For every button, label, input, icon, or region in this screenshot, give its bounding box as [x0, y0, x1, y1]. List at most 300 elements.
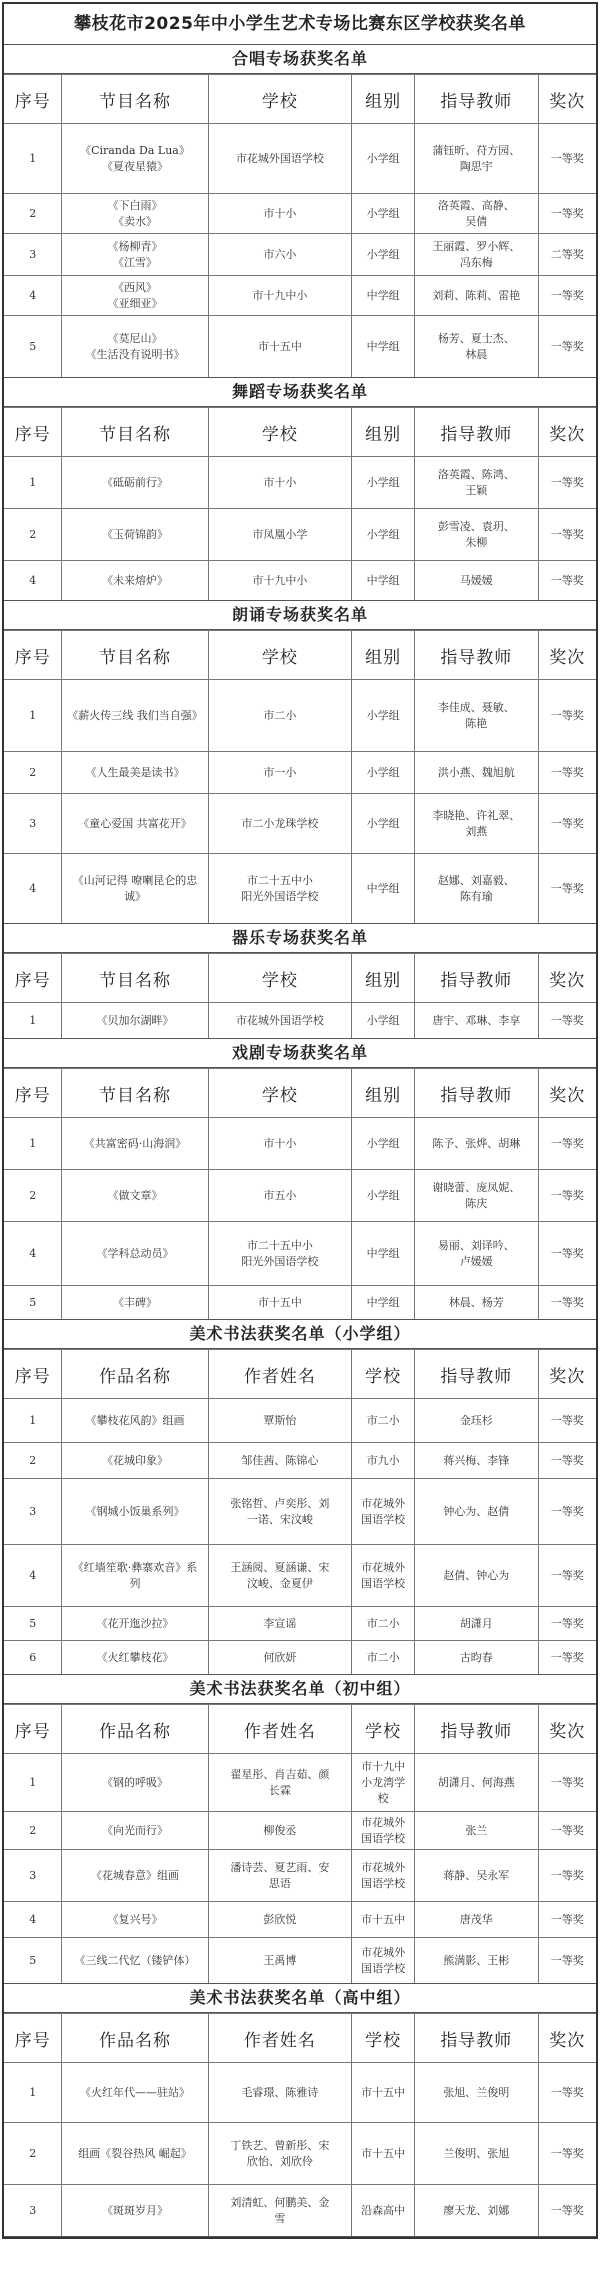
table-cell: 一等奖 [538, 1545, 596, 1607]
column-header: 作品名称 [62, 1350, 208, 1399]
table-cell: 兰俊明、张旭 [415, 2123, 538, 2185]
table-row [4, 1399, 596, 1443]
table-cell: 翟星彤、肖吉茹、颜 长霖 [208, 1754, 352, 1812]
table-cell: 胡潇月 [415, 1607, 538, 1641]
table-row [4, 509, 596, 561]
table-cell: 胡潇月、何海燕 [415, 1754, 538, 1812]
table-cell: 《斑斑岁月》 [62, 2185, 208, 2237]
table-cell: 柳俊丞 [208, 1812, 352, 1850]
table-cell: 5 [4, 1938, 62, 1984]
table-cell: 张铭哲、卢奕彤、刘 一诺、宋汶峻 [208, 1479, 352, 1545]
table-cell: 一等奖 [538, 1641, 596, 1675]
column-header: 指导教师 [415, 2014, 538, 2063]
table-cell: 小学组 [352, 1170, 415, 1222]
column-header: 学校 [208, 1069, 352, 1118]
section-title: 美术书法获奖名单（小学组） [4, 1320, 596, 1349]
table-cell: 中学组 [352, 854, 415, 924]
table-header-row [4, 408, 596, 457]
table-cell: 《花城印象》 [62, 1443, 208, 1479]
column-header: 序号 [4, 954, 62, 1003]
table-cell: 《薪火传三线 我们当自强》 [62, 680, 208, 752]
table-cell: 一等奖 [538, 2123, 596, 2185]
table-cell: 一等奖 [538, 1286, 596, 1320]
table-cell: 马媛媛 [415, 561, 538, 601]
section-title: 美术书法获奖名单（高中组） [4, 1984, 596, 2013]
table-cell: 4 [4, 276, 62, 316]
column-header: 序号 [4, 1705, 62, 1754]
table-cell: 《莫尼山》 《生活没有说明书》 [62, 316, 208, 378]
table-cell: 《玉荷锦韵》 [62, 509, 208, 561]
column-header: 序号 [4, 2014, 62, 2063]
column-header: 节目名称 [62, 631, 208, 680]
table-cell: 熊满影、王彬 [415, 1938, 538, 1984]
table-cell: 一等奖 [538, 124, 596, 194]
table-cell: 《共富密码·山海润》 [62, 1118, 208, 1170]
award-section [4, 924, 596, 1039]
table-cell: 市十五中 [208, 1286, 352, 1320]
table-cell: 一等奖 [538, 1399, 596, 1443]
award-table [4, 1068, 596, 1320]
table-header-row [4, 1705, 596, 1754]
table-cell: 2 [4, 509, 62, 561]
column-header: 奖次 [538, 631, 596, 680]
table-cell: 《下白雨》 《卖水》 [62, 194, 208, 234]
table-cell: 一等奖 [538, 1443, 596, 1479]
column-header: 节目名称 [62, 75, 208, 124]
table-cell: 《攀枝花风韵》组画 [62, 1399, 208, 1443]
section-title: 戏剧专场获奖名单 [4, 1039, 596, 1068]
column-header: 奖次 [538, 1069, 596, 1118]
table-row [4, 1479, 596, 1545]
column-header: 序号 [4, 1069, 62, 1118]
table-cell: 《红墙笙歌·彝寨欢音》系 列 [62, 1545, 208, 1607]
table-cell: 钟心为、赵倩 [415, 1479, 538, 1545]
column-header: 组别 [352, 408, 415, 457]
award-table [4, 953, 596, 1039]
table-cell: 《火红攀枝花》 [62, 1641, 208, 1675]
table-cell: 中学组 [352, 1286, 415, 1320]
table-row [4, 316, 596, 378]
table-cell: 《Ciranda Da Lua》 《夏夜星猿》 [62, 124, 208, 194]
table-cell: 5 [4, 1607, 62, 1641]
table-cell: 一等奖 [538, 561, 596, 601]
table-header-row [4, 1350, 596, 1399]
table-cell: 中学组 [352, 316, 415, 378]
table-cell: 市一小 [208, 752, 352, 794]
table-cell: 唐宇、邓琳、李享 [415, 1003, 538, 1039]
column-header: 指导教师 [415, 954, 538, 1003]
table-cell: 赵倩、钟心为 [415, 1545, 538, 1607]
table-cell: 市十五中 [352, 2063, 415, 2123]
table-cell: 廖天龙、刘娜 [415, 2185, 538, 2237]
award-list-sheet [2, 2, 598, 2239]
table-cell: 市十九中 小龙湾学 校 [352, 1754, 415, 1812]
table-cell: 一等奖 [538, 194, 596, 234]
table-cell: 市二小 [352, 1641, 415, 1675]
table-cell: 2 [4, 1443, 62, 1479]
table-cell: 谢晓蕾、庞凤妮、 陈庆 [415, 1170, 538, 1222]
table-cell: 6 [4, 1641, 62, 1675]
table-cell: 洛英霞、陈鸿、 王颖 [415, 457, 538, 509]
table-cell: 市二小 [352, 1399, 415, 1443]
table-row [4, 561, 596, 601]
table-cell: 小学组 [352, 509, 415, 561]
table-cell: 《三线二代忆（镂铲体） [62, 1938, 208, 1984]
table-cell: 1 [4, 457, 62, 509]
table-cell: 小学组 [352, 1003, 415, 1039]
column-header: 节目名称 [62, 1069, 208, 1118]
table-cell: 市花城外 国语学校 [352, 1938, 415, 1984]
table-cell: 《花开迤沙拉》 [62, 1607, 208, 1641]
table-cell: 彭雪凌、袁玥、 朱柳 [415, 509, 538, 561]
table-cell: 1 [4, 124, 62, 194]
table-row [4, 752, 596, 794]
table-row [4, 1850, 596, 1902]
award-section [4, 45, 596, 378]
table-cell: 《花城春意》组画 [62, 1850, 208, 1902]
table-cell: 小学组 [352, 234, 415, 276]
table-cell: 市十九中小 [208, 276, 352, 316]
table-row [4, 1222, 596, 1286]
column-header: 指导教师 [415, 408, 538, 457]
award-table [4, 630, 596, 924]
column-header: 序号 [4, 408, 62, 457]
table-cell: 一等奖 [538, 1479, 596, 1545]
table-cell: 一等奖 [538, 1170, 596, 1222]
table-row [4, 1545, 596, 1607]
column-header: 学校 [208, 75, 352, 124]
table-cell: 中学组 [352, 561, 415, 601]
table-cell: 《学科总动员》 [62, 1222, 208, 1286]
table-cell: 2 [4, 194, 62, 234]
table-cell: 1 [4, 680, 62, 752]
table-cell: 丁铁艺、曾新彤、宋 欣怡、刘欣伶 [208, 2123, 352, 2185]
table-cell: 《钢的呼吸》 [62, 1754, 208, 1812]
award-section [4, 1984, 596, 2237]
column-header: 奖次 [538, 1705, 596, 1754]
table-cell: 一等奖 [538, 680, 596, 752]
table-cell: 《复兴号》 [62, 1902, 208, 1938]
table-cell: 市五小 [208, 1170, 352, 1222]
table-cell: 《做文章》 [62, 1170, 208, 1222]
table-cell: 1 [4, 1399, 62, 1443]
table-cell: 一等奖 [538, 1003, 596, 1039]
table-cell: 4 [4, 561, 62, 601]
column-header: 学校 [352, 1705, 415, 1754]
table-cell: 3 [4, 1850, 62, 1902]
table-cell: 洪小燕、魏旭航 [415, 752, 538, 794]
table-cell: 赵娜、刘嘉毅、 陈有瑜 [415, 854, 538, 924]
table-cell: 彭欣悦 [208, 1902, 352, 1938]
table-cell: 2 [4, 752, 62, 794]
table-row [4, 1812, 596, 1850]
column-header: 指导教师 [415, 631, 538, 680]
table-cell: 王丽霞、罗小辉、 冯东梅 [415, 234, 538, 276]
table-row [4, 1902, 596, 1938]
table-cell: 小学组 [352, 457, 415, 509]
table-cell: 市花城外 国语学校 [352, 1812, 415, 1850]
column-header: 奖次 [538, 408, 596, 457]
table-cell: 杨芳、夏士杰、 林晨 [415, 316, 538, 378]
table-cell: 《火红年代——驻站》 [62, 2063, 208, 2123]
table-cell: 组画《裂谷热风 崛起》 [62, 2123, 208, 2185]
table-cell: 3 [4, 2185, 62, 2237]
table-cell: 邹佳茜、陈锦心 [208, 1443, 352, 1479]
table-cell: 一等奖 [538, 316, 596, 378]
table-row [4, 1607, 596, 1641]
section-title: 朗诵专场获奖名单 [4, 601, 596, 630]
table-cell: 市花城外 国语学校 [352, 1850, 415, 1902]
table-cell: 5 [4, 1286, 62, 1320]
column-header: 作者姓名 [208, 2014, 352, 2063]
table-cell: 市花城外 国语学校 [352, 1545, 415, 1607]
table-cell: 王涵阅、夏涵谦、宋 汶峻、金夏伊 [208, 1545, 352, 1607]
table-cell: 4 [4, 854, 62, 924]
table-cell: 刘清虹、何鹏美、金 雪 [208, 2185, 352, 2237]
table-cell: 王禹博 [208, 1938, 352, 1984]
table-cell: 《童心爱国 共富花开》 [62, 794, 208, 854]
table-header-row [4, 954, 596, 1003]
table-cell: 一等奖 [538, 752, 596, 794]
table-row [4, 194, 596, 234]
table-cell: 市十五中 [352, 1902, 415, 1938]
table-cell: 蒋兴梅、李锋 [415, 1443, 538, 1479]
award-section [4, 1039, 596, 1320]
column-header: 指导教师 [415, 75, 538, 124]
table-cell: 3 [4, 234, 62, 276]
table-cell: 小学组 [352, 1118, 415, 1170]
table-cell: 《人生最美是读书》 [62, 752, 208, 794]
table-row [4, 794, 596, 854]
table-cell: 刘莉、陈莉、雷艳 [415, 276, 538, 316]
table-cell: 陈予、张烨、胡琳 [415, 1118, 538, 1170]
table-cell: 张兰 [415, 1812, 538, 1850]
award-section [4, 601, 596, 924]
table-cell: 市花城外 国语学校 [352, 1479, 415, 1545]
table-row [4, 1443, 596, 1479]
table-cell: 市二十五中小 阳光外国语学校 [208, 854, 352, 924]
table-cell: 市花城外国语学校 [208, 124, 352, 194]
table-cell: 一等奖 [538, 1938, 596, 1984]
table-cell: 1 [4, 2063, 62, 2123]
award-table [4, 1704, 596, 1984]
table-cell: 中学组 [352, 1222, 415, 1286]
table-cell: 李宣谣 [208, 1607, 352, 1641]
section-title: 舞蹈专场获奖名单 [4, 378, 596, 407]
table-cell: 市九小 [352, 1443, 415, 1479]
table-cell: 金珏杉 [415, 1399, 538, 1443]
column-header: 学校 [208, 408, 352, 457]
table-cell: 小学组 [352, 124, 415, 194]
table-cell: 《西风》 《亚细亚》 [62, 276, 208, 316]
table-cell: 蒲钰昕、苻方园、 陶思宇 [415, 124, 538, 194]
table-row [4, 1641, 596, 1675]
table-cell: 一等奖 [538, 1812, 596, 1850]
table-cell: 4 [4, 1222, 62, 1286]
column-header: 学校 [208, 954, 352, 1003]
award-section [4, 378, 596, 601]
table-row [4, 680, 596, 752]
table-cell: 《贝加尔湖畔》 [62, 1003, 208, 1039]
table-cell: 李晓艳、许礼翠、 刘燕 [415, 794, 538, 854]
table-cell: 《钢城小饭巢系列》 [62, 1479, 208, 1545]
table-cell: 1 [4, 1118, 62, 1170]
table-cell: 一等奖 [538, 457, 596, 509]
column-header: 奖次 [538, 75, 596, 124]
table-cell: 市二小龙珠学校 [208, 794, 352, 854]
table-cell: 张旭、兰俊明 [415, 2063, 538, 2123]
table-cell: 小学组 [352, 752, 415, 794]
table-cell: 蒋静、吴永军 [415, 1850, 538, 1902]
column-header: 作品名称 [62, 1705, 208, 1754]
award-section [4, 1320, 596, 1675]
table-cell: 一等奖 [538, 2063, 596, 2123]
table-row [4, 276, 596, 316]
table-cell: 沿森高中 [352, 2185, 415, 2237]
column-header: 节目名称 [62, 954, 208, 1003]
column-header: 指导教师 [415, 1350, 538, 1399]
section-title: 器乐专场获奖名单 [4, 924, 596, 953]
table-cell: 市十五中 [352, 2123, 415, 2185]
column-header: 指导教师 [415, 1069, 538, 1118]
column-header: 奖次 [538, 1350, 596, 1399]
table-cell: 覃斯怡 [208, 1399, 352, 1443]
table-row [4, 234, 596, 276]
table-cell: 《向光而行》 [62, 1812, 208, 1850]
table-cell: 市二十五中小 阳光外国语学校 [208, 1222, 352, 1286]
award-table [4, 407, 596, 601]
award-table [4, 1349, 596, 1675]
table-cell: 一等奖 [538, 1607, 596, 1641]
column-header: 序号 [4, 631, 62, 680]
column-header: 序号 [4, 1350, 62, 1399]
table-cell: 2 [4, 1812, 62, 1850]
table-header-row [4, 75, 596, 124]
table-header-row [4, 631, 596, 680]
table-cell: 二等奖 [538, 234, 596, 276]
table-cell: 市十九中小 [208, 561, 352, 601]
table-header-row [4, 1069, 596, 1118]
table-cell: 一等奖 [538, 794, 596, 854]
column-header: 学校 [208, 631, 352, 680]
column-header: 奖次 [538, 2014, 596, 2063]
table-cell: 1 [4, 1754, 62, 1812]
table-cell: 中学组 [352, 276, 415, 316]
table-cell: 一等奖 [538, 1222, 596, 1286]
table-cell: 市十小 [208, 457, 352, 509]
award-section [4, 1675, 596, 1984]
table-cell: 市二小 [352, 1607, 415, 1641]
column-header: 组别 [352, 954, 415, 1003]
column-header: 组别 [352, 1069, 415, 1118]
table-cell: 2 [4, 1170, 62, 1222]
table-cell: 市十五中 [208, 316, 352, 378]
column-header: 节目名称 [62, 408, 208, 457]
award-table [4, 2013, 596, 2237]
table-row [4, 1003, 596, 1039]
table-cell: 4 [4, 1545, 62, 1607]
table-cell: 《未来熔炉》 [62, 561, 208, 601]
table-row [4, 2063, 596, 2123]
table-cell: 一等奖 [538, 276, 596, 316]
sections-container [4, 45, 596, 2237]
table-row [4, 1938, 596, 1984]
table-cell: 毛睿璟、陈雅诗 [208, 2063, 352, 2123]
table-row [4, 854, 596, 924]
award-table [4, 74, 596, 378]
table-cell: 小学组 [352, 794, 415, 854]
table-row [4, 2185, 596, 2237]
table-cell: 《丰碑》 [62, 1286, 208, 1320]
table-cell: 《山河记得 嘹喇昆仑的忠诚》 [62, 854, 208, 924]
table-cell: 一等奖 [538, 1754, 596, 1812]
table-cell: 1 [4, 1003, 62, 1039]
table-cell: 一等奖 [538, 854, 596, 924]
table-cell: 《杨柳青》 《江雪》 [62, 234, 208, 276]
table-cell: 潘诗芸、夏艺雨、安 思语 [208, 1850, 352, 1902]
column-header: 作者姓名 [208, 1705, 352, 1754]
table-cell: 3 [4, 1479, 62, 1545]
table-cell: 小学组 [352, 680, 415, 752]
table-cell: 一等奖 [538, 1902, 596, 1938]
table-cell: 3 [4, 794, 62, 854]
table-cell: 林晨、杨芳 [415, 1286, 538, 1320]
column-header: 组别 [352, 631, 415, 680]
column-header: 作品名称 [62, 2014, 208, 2063]
table-cell: 李佳成、聂敏、 陈艳 [415, 680, 538, 752]
table-cell: 一等奖 [538, 1850, 596, 1902]
table-row [4, 1170, 596, 1222]
table-cell: 唐茂华 [415, 1902, 538, 1938]
column-header: 学校 [352, 1350, 415, 1399]
section-title: 合唱专场获奖名单 [4, 45, 596, 74]
table-cell: 一等奖 [538, 2185, 596, 2237]
column-header: 序号 [4, 75, 62, 124]
column-header: 学校 [352, 2014, 415, 2063]
table-row [4, 1286, 596, 1320]
table-cell: 4 [4, 1902, 62, 1938]
section-title: 美术书法获奖名单（初中组） [4, 1675, 596, 1704]
table-cell: 一等奖 [538, 509, 596, 561]
table-cell: 2 [4, 2123, 62, 2185]
table-cell: 易丽、刘译吟、 卢媛媛 [415, 1222, 538, 1286]
table-cell: 市花城外国语学校 [208, 1003, 352, 1039]
table-cell: 《砥砺前行》 [62, 457, 208, 509]
table-cell: 一等奖 [538, 1118, 596, 1170]
table-cell: 市二小 [208, 680, 352, 752]
column-header: 指导教师 [415, 1705, 538, 1754]
table-row [4, 124, 596, 194]
table-cell: 市十小 [208, 1118, 352, 1170]
column-header: 组别 [352, 75, 415, 124]
column-header: 作者姓名 [208, 1350, 352, 1399]
table-cell: 5 [4, 316, 62, 378]
table-cell: 市六小 [208, 234, 352, 276]
table-cell: 洛英霞、高静、 吴倩 [415, 194, 538, 234]
table-cell: 市十小 [208, 194, 352, 234]
table-row [4, 1118, 596, 1170]
table-cell: 古昀春 [415, 1641, 538, 1675]
table-cell: 何欣妍 [208, 1641, 352, 1675]
page-title: 攀枝花市2025年中小学生艺术专场比赛东区学校获奖名单 [4, 4, 596, 45]
table-cell: 小学组 [352, 194, 415, 234]
table-row [4, 457, 596, 509]
table-row [4, 1754, 596, 1812]
column-header: 奖次 [538, 954, 596, 1003]
table-cell: 市凤凰小学 [208, 509, 352, 561]
table-row [4, 2123, 596, 2185]
table-header-row [4, 2014, 596, 2063]
